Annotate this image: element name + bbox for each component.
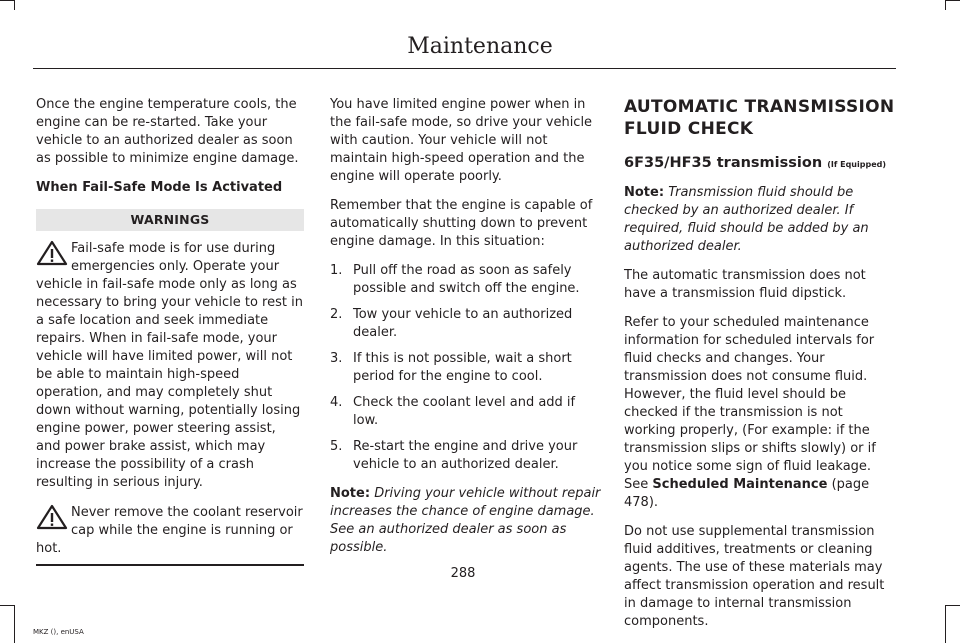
warnings-heading: WARNINGS — [36, 209, 304, 231]
step-text: If this is not possible, wait a short period for the engine to cool. — [353, 351, 572, 384]
header-divider — [33, 68, 896, 69]
crop-mark — [0, 605, 14, 606]
shutdown-paragraph: Remember that the engine is capable of automatically shutting down to prevent engine damage. In this situation: — [330, 198, 593, 249]
schedule-text: Refer to your scheduled maintenance information for scheduled intervals for fluid checks and changes. Your transmission does not consume fluid. However, the fluid level should be checked if the transmission is not working properly, (For example: if the transmission slips or shifts slowly) or if you notice some sign of fluid leakage. See — [624, 315, 876, 492]
crop-mark — [945, 0, 946, 10]
list-item — [330, 306, 602, 342]
step-text: Tow your vehicle to an authorized dealer. — [353, 307, 573, 340]
step-number: 4. — [330, 395, 343, 410]
note-paragraph — [624, 184, 896, 256]
page-number: 288 — [450, 566, 476, 581]
column-right — [624, 96, 896, 642]
page-reference: (page 478). — [624, 477, 870, 510]
list-item — [330, 262, 602, 298]
additives-paragraph: Do not use supplemental transmission fluid additives, treatments or cleaning agents. The use of these materials may affect transmission operation and result in damage to internal transmission components. — [624, 524, 885, 629]
fail-safe-subheading: When Fail-Safe Mode Is Activated — [36, 180, 283, 195]
crop-mark — [14, 605, 15, 643]
schedule-paragraph — [624, 314, 896, 512]
warning-item — [36, 240, 304, 492]
step-number: 1. — [330, 263, 343, 278]
warning-text: Never remove the coolant reservoir cap while the engine is running or hot. — [36, 505, 303, 556]
section-heading: AUTOMATIC TRANSMISSION FLUID CHECK — [624, 97, 895, 139]
warning-triangle-icon — [36, 240, 68, 266]
crop-mark — [14, 0, 15, 10]
column-middle — [330, 96, 602, 568]
crop-mark — [946, 605, 960, 606]
note-label: Note: — [330, 486, 371, 501]
dipstick-paragraph: The automatic transmission does not have a transmission fluid dipstick. — [624, 268, 866, 301]
step-text: Re-start the engine and drive your vehicle to an authorized dealer. — [353, 439, 578, 472]
page-title: Maintenance — [407, 34, 553, 59]
warning-text: Fail-safe mode is for use during emergencies only. Operate your vehicle in fail-safe mode only as long as necessary to bring your vehicle to rest in a safe location and seek immediate repairs. When in fail-safe mode, your vehicle will have limited power, will not be able to maintain high-speed operation, and may completely shut down without warning, potentially losing engine power, power steering assist, and power brake assist, which may increase the possibility of a crash resulting in serious injury. — [36, 241, 303, 490]
steps-list — [330, 262, 602, 474]
step-text: Check the coolant level and add if low. — [353, 395, 576, 428]
warnings-box — [36, 209, 304, 566]
warning-triangle-icon — [36, 504, 68, 530]
limited-power-paragraph: You have limited engine power when in the fail-safe mode, so drive your vehicle with caution. Your vehicle will not maintain high-speed operation and the engine will operate poorly. — [330, 97, 593, 184]
intro-paragraph: Once the engine temperature cools, the engine can be re-started. Take your vehicle to an authorized dealer as soon as possible to minimize engine damage. — [36, 97, 299, 166]
list-item — [330, 438, 602, 474]
note-text: Transmission fluid should be checked by an authorized dealer. If required, fluid should be added by an authorized dealer. — [624, 185, 869, 254]
step-number: 5. — [330, 439, 343, 454]
column-left — [36, 96, 304, 566]
section-subheading — [624, 154, 896, 174]
step-number: 3. — [330, 351, 343, 366]
scheduled-maintenance-link[interactable]: Scheduled Maintenance — [652, 477, 828, 492]
note-paragraph — [330, 485, 602, 557]
subheading-tag: (If Equipped) — [827, 160, 887, 169]
crop-mark — [0, 0, 14, 1]
step-number: 2. — [330, 307, 343, 322]
crop-mark — [945, 605, 946, 643]
warning-item — [36, 504, 304, 566]
subheading-text: 6F35/HF35 transmission — [624, 155, 823, 171]
list-item — [330, 394, 602, 430]
crop-mark — [946, 0, 960, 1]
note-label: Note: — [624, 185, 665, 200]
list-item — [330, 350, 602, 386]
note-text: Driving your vehicle without repair increases the chance of engine damage. See an authorized dealer as soon as possible. — [330, 486, 601, 555]
footer-code: MKZ (), enUSA — [33, 628, 84, 636]
step-text: Pull off the road as soon as safely possible and switch off the engine. — [353, 263, 580, 296]
